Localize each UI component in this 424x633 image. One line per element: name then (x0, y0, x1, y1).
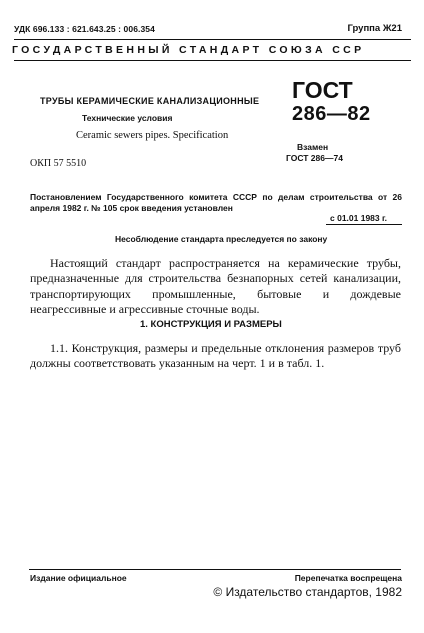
clause-1-1: 1.1. Конструкция, размеры и предельные отклонения размеров труб должны соответствовать указанным на черт. 1 и в табл. 1. (30, 341, 401, 371)
publisher-copyright: © Издательство стандартов, 1982 (213, 585, 402, 599)
date-rule (326, 224, 402, 225)
gost-label: ГОСТ (292, 77, 353, 103)
replaced-gost: ГОСТ 286—74 (286, 153, 343, 163)
official-edition: Издание официальное (30, 573, 127, 583)
header-top-rule (14, 39, 411, 40)
okp-code: ОКП 57 5510 (30, 158, 87, 169)
header-bottom-rule (14, 60, 411, 61)
english-title: Ceramic sewers pipes. Specification (76, 130, 229, 141)
standard-line: ГОСУДАРСТВЕННЫЙ СТАНДАРТ СОЮЗА ССР (12, 44, 365, 56)
group-code: Группа Ж21 (347, 23, 402, 34)
udk-code: УДК 696.133 : 621.643.25 : 006.354 (14, 24, 155, 34)
section-heading: 1. КОНСТРУКЦИЯ И РАЗМЕРЫ (140, 319, 282, 330)
replaced-label: Взамен (297, 142, 329, 152)
document-title: ТРУБЫ КЕРАМИЧЕСКИЕ КАНАЛИЗАЦИОННЫЕ (40, 96, 260, 106)
document-subtitle: Технические условия (82, 113, 173, 123)
effective-date: с 01.01 1983 г. (330, 213, 388, 223)
intro-paragraph: Настоящий стандарт распространяется на керамические трубы, предназначенные для строительства безнапорных сетей канализации, транспортирующих промышленные, бытовые и дождевые неагрессивные и агрессивные сточные воды. (30, 256, 401, 317)
reprint-notice: Перепечатка воспрещена (294, 573, 402, 583)
decree-text: Постановлением Государственного комитета СССР по делам строительства от 26 апреля 1982 г. № 105 срок введения установлен (30, 192, 402, 213)
legal-warning: Несоблюдение стандарта преследуется по закону (115, 234, 328, 244)
footer-rule (29, 569, 401, 570)
gost-number: 286—82 (292, 103, 371, 125)
